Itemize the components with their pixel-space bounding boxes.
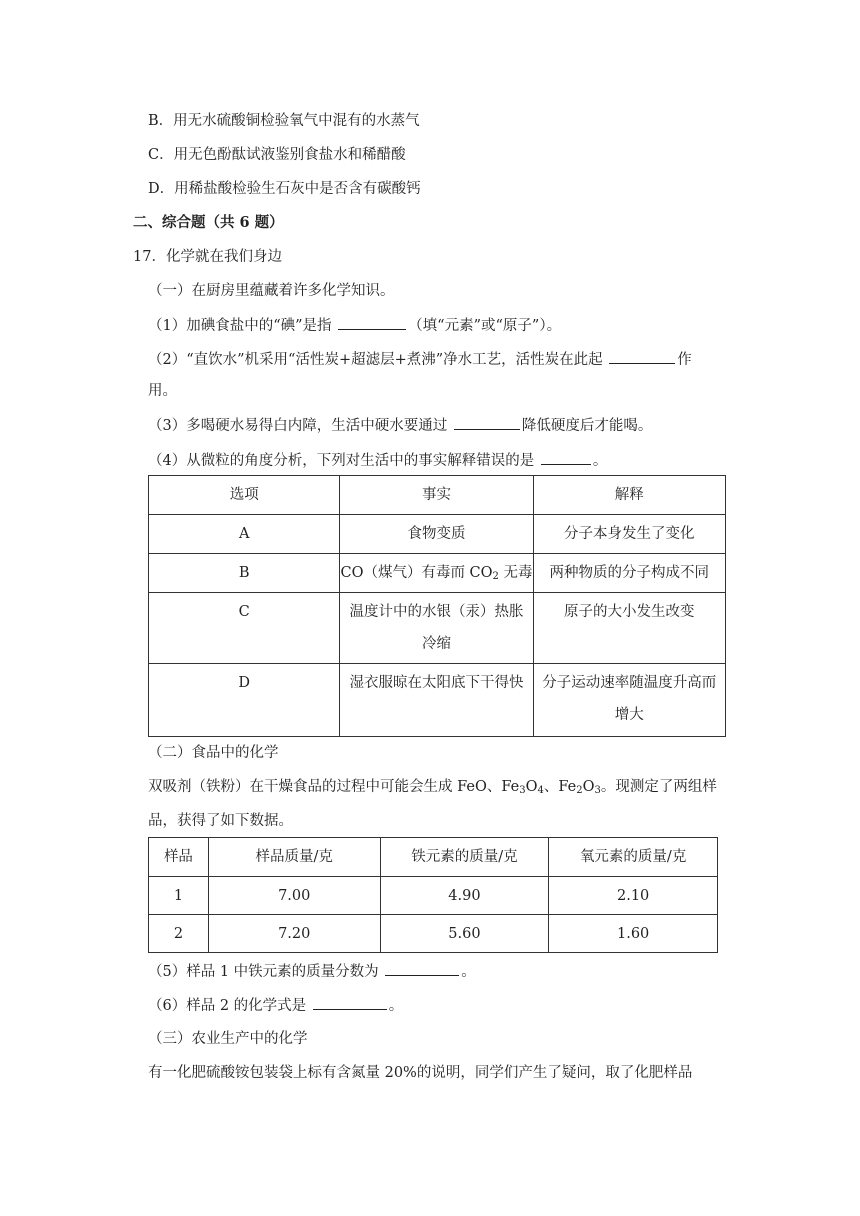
table-cell: A bbox=[149, 515, 340, 554]
table-header: 样品 bbox=[149, 838, 209, 877]
table-cell: 食物变质 bbox=[340, 515, 533, 554]
table-cell: CO（煤气）有毒而 $CO_2$ 无毒 bbox=[340, 554, 533, 593]
table-cell: 分子运动速率随温度升高而 增大 bbox=[533, 664, 725, 737]
table-cell: 温度计中的水银（汞）热胀 冷缩 bbox=[340, 593, 533, 664]
table-cell: 湿衣服晾在太阳底下干得快 bbox=[340, 664, 533, 737]
question-2: （2）“直饮水”机采用“活性炭+超滤层+煮沸”净水工艺，活性炭在此起 作 bbox=[148, 349, 692, 370]
table-row bbox=[149, 515, 726, 554]
part-1-title: （一）在厨房里蕴藏着许多化学知识。 bbox=[148, 283, 395, 299]
question-2-cont: 用。 bbox=[148, 383, 177, 399]
option-c: C．用无色酚酞试液鉴别食盐水和稀醋酸 bbox=[148, 147, 406, 163]
part-3-text-1: 有一化肥硫酸铵包装袋上标有含氮量 20%的说明，同学们产生了疑问，取了化肥样品 bbox=[148, 1065, 693, 1081]
table-header: 样品质量/克 bbox=[208, 838, 380, 877]
sample-table bbox=[148, 837, 718, 953]
table-cell: 1.60 bbox=[549, 915, 718, 953]
part-2-text-2: 品，获得了如下数据。 bbox=[148, 813, 293, 829]
table-cell: 7.20 bbox=[208, 915, 380, 953]
part-3-title: （三）农业生产中的化学 bbox=[148, 1031, 308, 1047]
table-header: 氧元素的质量/克 bbox=[549, 838, 718, 877]
table-row bbox=[149, 915, 718, 953]
part-2-text-1: 双吸剂（铁粉）在干燥食品的过程中可能会生成 FeO、$Fe_3O_4$、$Fe_2O_3$。现测定了两组样 bbox=[148, 779, 717, 796]
facts-table bbox=[148, 475, 726, 737]
table-cell: 2 bbox=[149, 915, 209, 953]
question-3: （3）多喝硬水易得白内障，生活中硬水要通过 降低硬度后才能喝。 bbox=[148, 415, 652, 436]
table-row bbox=[149, 593, 726, 664]
question-4: （4）从微粒的角度分析，下列对生活中的事实解释错误的是 。 bbox=[148, 450, 607, 471]
table-cell: 两种物质的分子构成不同 bbox=[533, 554, 725, 593]
answer-blank[interactable] bbox=[454, 415, 520, 430]
answer-blank[interactable] bbox=[385, 961, 459, 976]
table-cell: D bbox=[149, 664, 340, 737]
table-cell: 5.60 bbox=[380, 915, 549, 953]
table-cell: 分子本身发生了变化 bbox=[533, 515, 725, 554]
question-1: （1）加碘食盐中的“碘”是指 （填“元素”或“原子”）。 bbox=[148, 315, 561, 336]
answer-blank[interactable] bbox=[541, 450, 591, 465]
option-d: D．用稀盐酸检验生石灰中是否含有碳酸钙 bbox=[148, 181, 421, 197]
table-header: 事实 bbox=[340, 476, 533, 515]
table-cell: C bbox=[149, 593, 340, 664]
table-cell: B bbox=[149, 554, 340, 593]
table-header: 铁元素的质量/克 bbox=[380, 838, 549, 877]
table-row bbox=[149, 877, 718, 915]
table-row bbox=[149, 664, 726, 737]
section-title: 二、综合题（共 6 题） bbox=[133, 214, 284, 231]
table-cell: 4.90 bbox=[380, 877, 549, 915]
table-cell: 1 bbox=[149, 877, 209, 915]
table-header: 选项 bbox=[149, 476, 340, 515]
question-5: （5）样品 1 中铁元素的质量分数为 。 bbox=[148, 961, 476, 982]
question-17-title: 17．化学就在我们身边 bbox=[133, 249, 282, 265]
table-cell: 原子的大小发生改变 bbox=[533, 593, 725, 664]
table-row bbox=[149, 554, 726, 593]
question-6: （6）样品 2 的化学式是 。 bbox=[148, 995, 403, 1016]
option-b: B．用无水硫酸铜检验氧气中混有的水蒸气 bbox=[148, 113, 420, 129]
part-2-title: （二）食品中的化学 bbox=[148, 745, 279, 761]
answer-blank[interactable] bbox=[609, 349, 675, 364]
table-cell: 7.00 bbox=[208, 877, 380, 915]
table-header: 解释 bbox=[533, 476, 725, 515]
answer-blank[interactable] bbox=[313, 995, 387, 1010]
answer-blank[interactable] bbox=[338, 315, 406, 330]
table-cell: 2.10 bbox=[549, 877, 718, 915]
